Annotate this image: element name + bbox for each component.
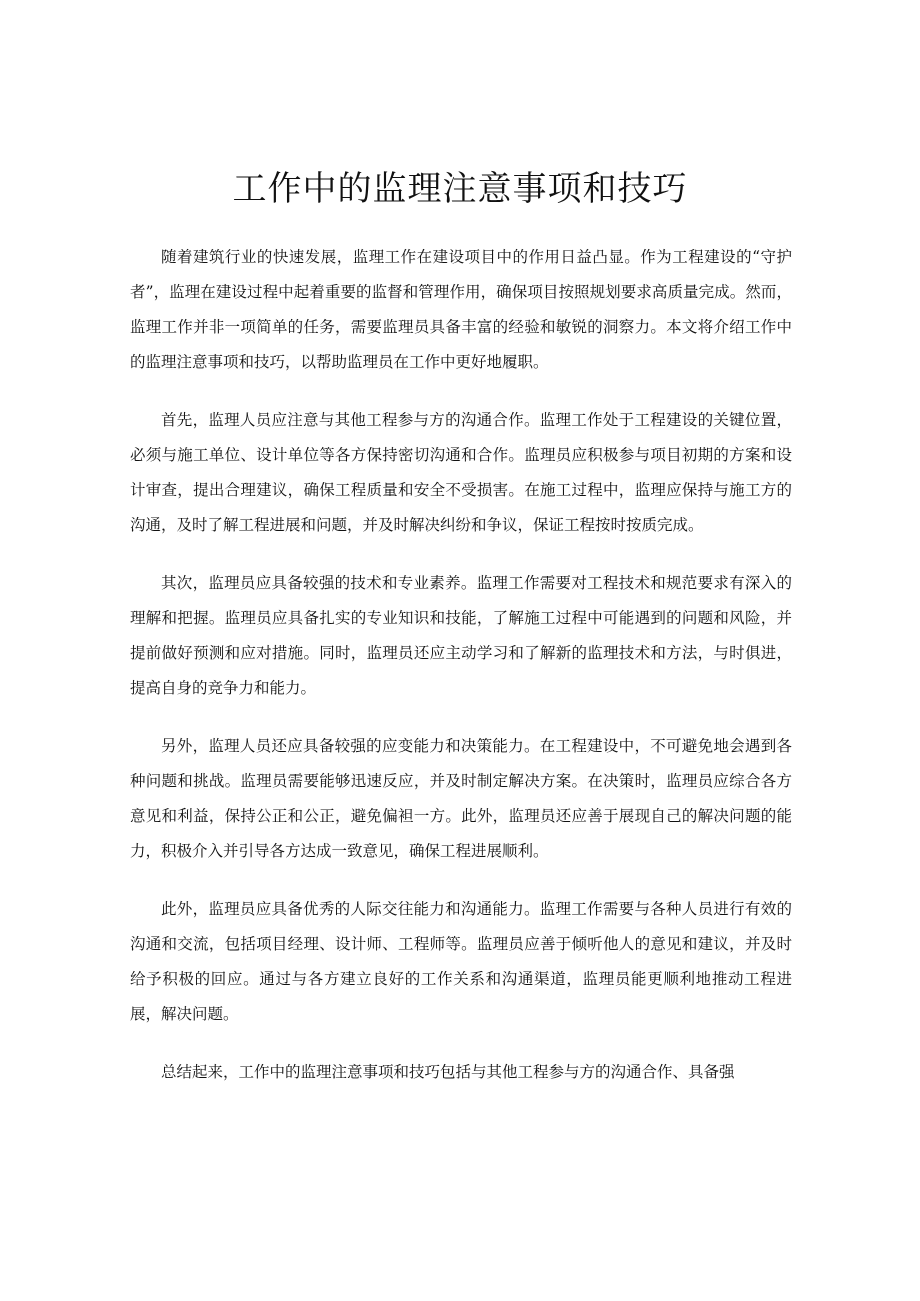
paragraph: 此外，监理员应具备优秀的人际交往能力和沟通能力。监理工作需要与各种人员进行有效的沟通和交流，包括项目经理、设计师、工程师等。监理员应善于倾听他人的意见和建议，并及时给予积极的回应。通过与各方建立良好的工作关系和沟通渠道，监理员能更顺利地推动工程进展，解决问题。 bbox=[130, 900, 792, 1023]
paragraph: 随着建筑行业的快速发展，监理工作在建设项目中的作用日益凸显。作为工程建设的“守护者”，监理在建设过程中起着重要的监督和管理作用，确保项目按照规划要求高质量完成。然而，监理工作并非一项简单的任务，需要监理员具备丰富的经验和敏锐的洞察力。本文将介绍工作中的监理注意事项和技巧，以帮助监理员在工作中更好地履职。 bbox=[130, 248, 792, 371]
paragraph: 总结起来，工作中的监理注意事项和技巧包括与其他工程参与方的沟通合作、具备强 bbox=[161, 1063, 735, 1081]
document-title: 工作中的监理注意事项和技巧 bbox=[232, 169, 688, 209]
paragraph: 首先，监理人员应注意与其他工程参与方的沟通合作。监理工作处于工程建设的关键位置，必须与施工单位、设计单位等各方保持密切沟通和合作。监理员应积极参与项目初期的方案和设计审查，提出合理建议，确保工程质量和安全不受损害。在施工过程中，监理应保持与施工方的沟通，及时了解工程进展和问题，并及时解决纠纷和争议，保证工程按时按质完成。 bbox=[130, 411, 792, 534]
document-body bbox=[130, 240, 792, 1113]
paragraph: 另外，监理人员还应具备较强的应变能力和决策能力。在工程建设中，不可避免地会遇到各种问题和挑战。监理员需要能够迅速反应，并及时制定解决方案。在决策时，监理员应综合各方意见和利益，保持公正和公正，避免偏袒一方。此外，监理员还应善于展现自己的解决问题的能力，积极介入并引导各方达成一致意见，确保工程进展顺利。 bbox=[130, 737, 792, 860]
paragraph: 其次，监理员应具备较强的技术和专业素养。监理工作需要对工程技术和规范要求有深入的理解和把握。监理员应具备扎实的专业知识和技能，了解施工过程中可能遇到的问题和风险，并提前做好预测和应对措施。同时，监理员还应主动学习和了解新的监理技术和方法，与时俱进，提高自身的竞争力和能力。 bbox=[130, 574, 792, 697]
